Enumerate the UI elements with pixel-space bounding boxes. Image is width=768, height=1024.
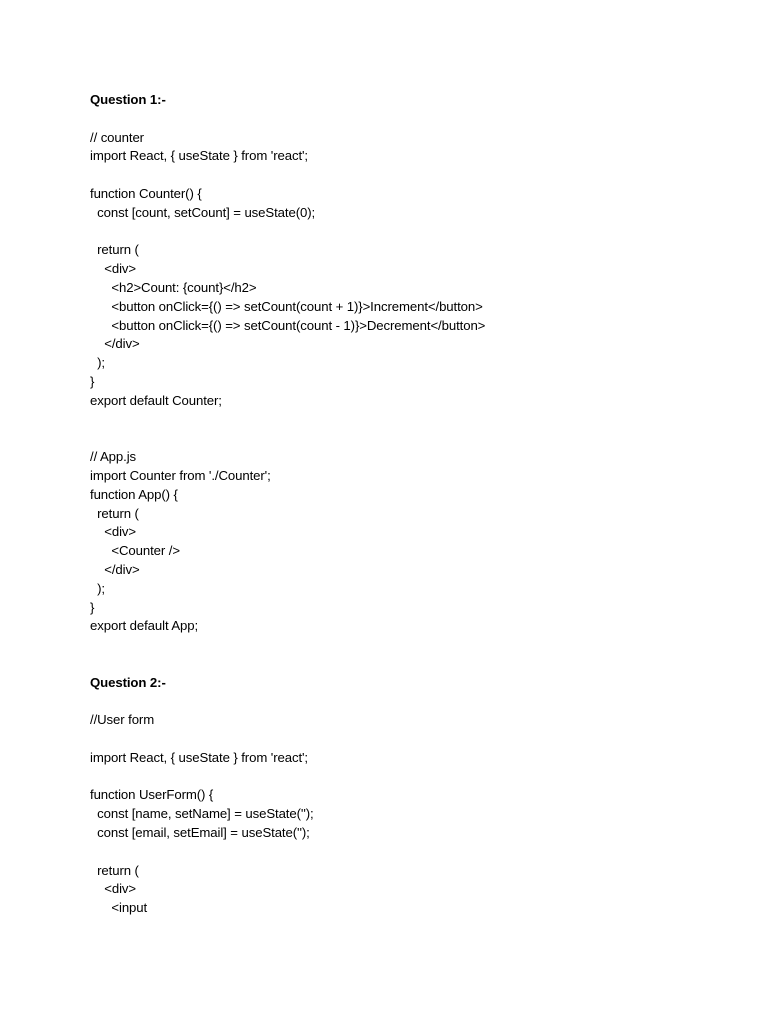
code-line: return ( [90,505,139,521]
question-heading-1: Question 1:- [90,92,166,107]
code-line: ); [90,355,105,371]
code-line: const [name, setName] = useState(''); [90,806,314,822]
code-line: import React, { useState } from 'react'; [90,749,308,765]
code-line: // counter [90,129,144,145]
blank-line [90,429,730,448]
code-line: import React, { useState } from 'react'; [90,148,308,164]
code-line: export default Counter; [90,392,222,408]
question-heading-2: Question 2:- [90,674,166,690]
blank-line [90,110,730,129]
code-line: return ( [90,242,139,258]
code-line: <button onClick={() => setCount(count - 1)}>Decrement</button> [90,317,486,333]
code-line: <button onClick={() => setCount(count + 1)}>Increment</button> [90,298,483,314]
document-body [90,91,730,918]
code-line: <h2>Count: {count}</h2> [90,279,257,295]
code-line: const [count, setCount] = useState(0); [90,204,316,220]
code-line: <div> [90,881,137,897]
blank-line [90,166,730,185]
code-line: <div> [90,261,137,277]
code-line: import Counter from './Counter'; [90,467,271,483]
code-line: function Counter() { [90,185,202,201]
code-line: ); [90,580,105,596]
code-line: <input [90,900,148,916]
blank-line [90,223,730,242]
blank-line [90,655,730,674]
code-line: } [90,373,95,389]
blank-line [90,768,730,787]
code-line: } [90,599,95,615]
code-line: </div> [90,561,140,577]
code-line: return ( [90,862,139,878]
code-line: export default App; [90,618,199,634]
blank-line [90,693,730,712]
blank-line [90,730,730,749]
blank-line [90,411,730,430]
code-line: <div> [90,524,137,540]
code-line: //User form [90,712,155,728]
code-line: // App.js [90,449,137,465]
blank-line [90,843,730,862]
code-line: const [email, setEmail] = useState(''); [90,825,310,841]
code-line: <Counter /> [90,543,180,559]
code-line: function App() { [90,486,178,502]
blank-line [90,636,730,655]
code-line: </div> [90,336,140,352]
code-line: function UserForm() { [90,787,214,803]
